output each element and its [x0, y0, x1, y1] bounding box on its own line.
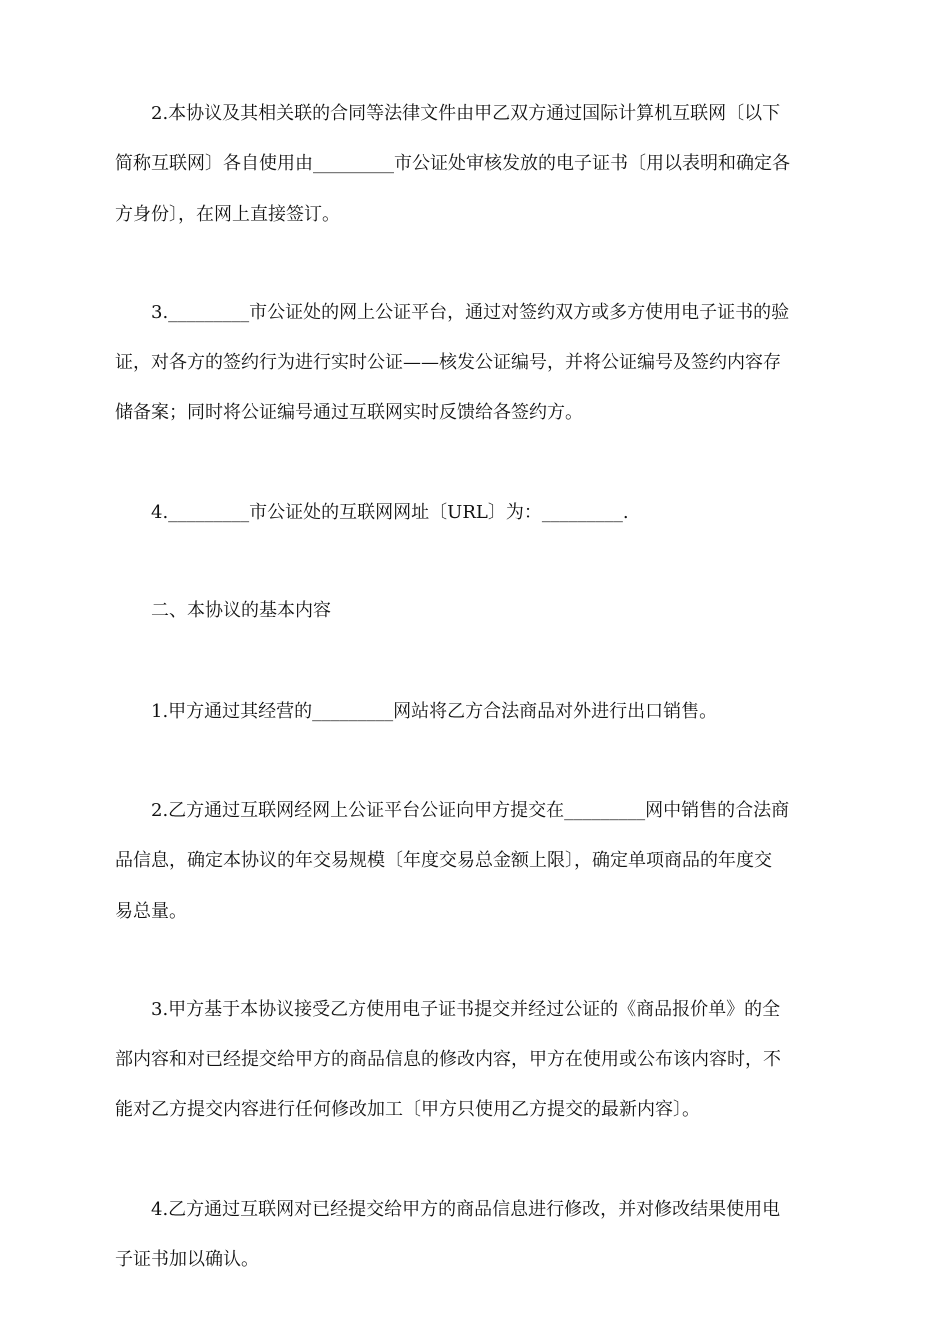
text-line: 易总量。 [115, 901, 187, 922]
text-line: 储备案；同时将公证编号通过互联网实时反馈给各签约方。 [115, 402, 583, 423]
text-line: 简称互联网〕各自使用由_________市公证处审核发放的电子证书〔用以表明和确定各 [115, 153, 790, 174]
text-line: 4.乙方通过互联网对已经提交给甲方的商品信息进行修改，并对修改结果使用电 [151, 1199, 781, 1220]
text-line: 品信息，确定本协议的年交易规模〔年度交易总金额上限〕，确定单项商品的年度交 [115, 850, 772, 871]
text-line: 3._________市公证处的网上公证平台，通过对签约双方或多方使用电子证书的验 [151, 302, 790, 323]
text-line: 方身份〕，在网上直接签订。 [115, 204, 340, 225]
text-line: 3.甲方基于本协议接受乙方使用电子证书提交并经过公证的《商品报价单》的全 [151, 999, 781, 1020]
text-line: 4._________市公证处的互联网网址〔URL〕为：_________. [151, 502, 629, 523]
text-line: 2.乙方通过互联网经网上公证平台公证向甲方提交在_________网中销售的合法商 [151, 800, 790, 821]
text-line: 子证书加以确认。 [115, 1249, 259, 1270]
text-line: 证，对各方的签约行为进行实时公证——核发公证编号，并将公证编号及签约内容存 [115, 352, 781, 373]
text-line: 2.本协议及其相关联的合同等法律文件由甲乙双方通过国际计算机互联网〔以下 [151, 103, 781, 124]
section-heading-text: 二、本协议的基本内容 [151, 600, 331, 621]
text-line: 能对乙方提交内容进行任何修改加工〔甲方只使用乙方提交的最新内容〕。 [115, 1099, 700, 1120]
text-line: 部内容和对已经提交给甲方的商品信息的修改内容，甲方在使用或公布该内容时，不 [115, 1049, 781, 1070]
text-line: 1.甲方通过其经营的_________网站将乙方合法商品对外进行出口销售。 [151, 701, 718, 722]
